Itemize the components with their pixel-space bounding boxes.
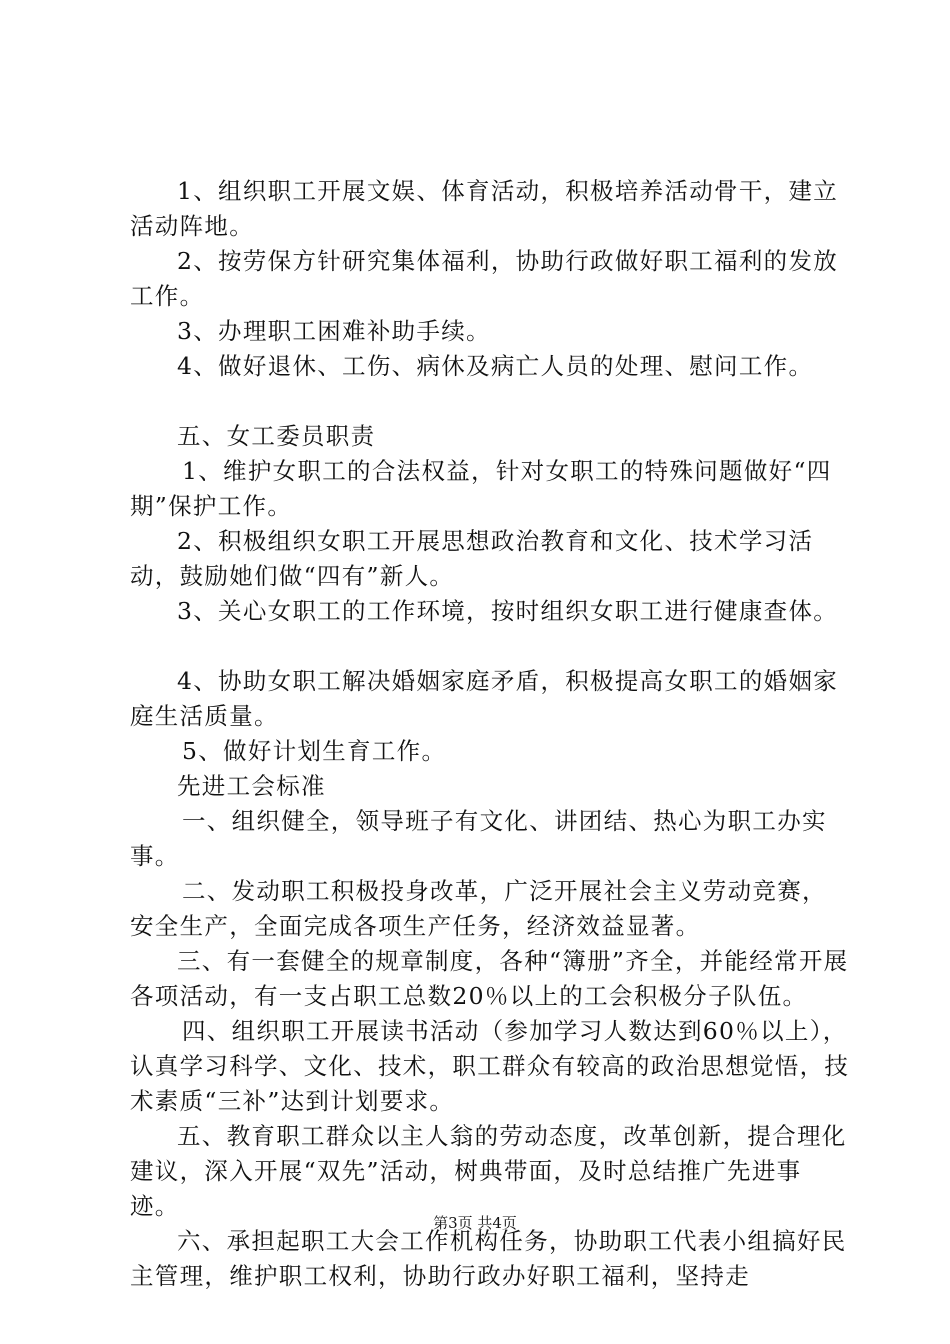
paragraph-2: 2、按劳保方针研究集体福利，协助行政做好职工福利的发放工作。 [130, 247, 839, 310]
paragraph-14: 五、教育职工群众以主人翁的劳动态度，改革创新，提合理化建议，深入开展“双先”活动，树典带面，及时总结推广先进事迹。 [130, 1122, 847, 1220]
paragraph-15: 六、承担起职工大会工作机构任务，协助职工代表小组搞好民主管理，维护职工权利，协助行政办好职工福利，坚持走 [130, 1227, 847, 1290]
paragraph-1: 1、组织职工开展文娱、体育活动，积极培养活动骨干，建立活动阵地。 [130, 177, 839, 240]
paragraph-7: 3、关心女职工的工作环境，按时组织女职工进行健康查体。 [177, 597, 839, 625]
section-heading-women-committee: 五、女工委员职责 [177, 422, 376, 450]
paragraph-9: 5、做好计划生育工作。 [182, 737, 447, 765]
page-footer: 第3页 共4页 [433, 1214, 517, 1232]
paragraph-10: 一、组织健全，领导班子有文化、讲团结、热心为职工办实事。 [130, 807, 827, 870]
paragraph-12: 三、有一套健全的规章制度，各种“簿册”齐全，并能经常开展各项活动，有一支占职工总数20％以上的工会积极分子队伍。 [130, 947, 849, 1010]
paragraph-11: 二、发动职工积极投身改革，广泛开展社会主义劳动竞赛，安全生产，全面完成各项生产任务，经济效益显著。 [130, 877, 827, 940]
paragraph-8: 4、协助女职工解决婚姻家庭矛盾，积极提高女职工的婚姻家庭生活质量。 [130, 667, 839, 730]
paragraph-13: 四、组织职工开展读书活动（参加学习人数达到60％以上），认真学习科学、文化、技术，职工群众有较高的政治思想觉悟，技术素质“三补”达到计划要求。 [130, 1017, 850, 1115]
paragraph-3: 3、办理职工困难补助手续。 [177, 317, 491, 345]
paragraph-4: 4、做好退休、工伤、病休及病亡人员的处理、慰问工作。 [177, 352, 814, 380]
section-heading-advanced-union: 先进工会标准 [177, 772, 326, 800]
paragraph-6: 2、积极组织女职工开展思想政治教育和文化、技术学习活动，鼓励她们做“四有”新人。 [130, 527, 814, 590]
blank-line [130, 629, 850, 664]
paragraph-5: 1、维护女职工的合法权益，针对女职工的特殊问题做好“四期”保护工作。 [130, 457, 832, 520]
blank-line [130, 384, 850, 419]
document-body [130, 174, 850, 1294]
